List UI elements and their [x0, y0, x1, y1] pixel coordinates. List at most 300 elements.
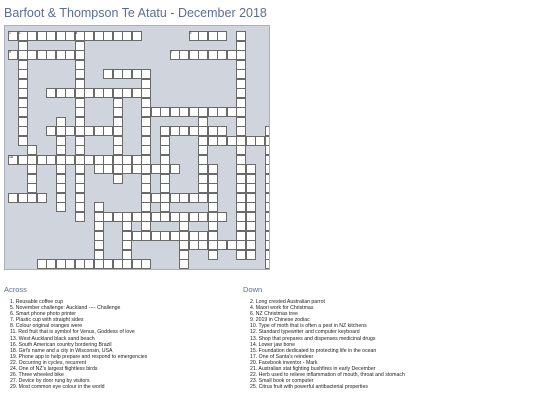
crossword-cell[interactable]: [132, 259, 142, 269]
crossword-cell[interactable]: [189, 193, 199, 203]
crossword-cell[interactable]: [189, 240, 199, 250]
crossword-cell[interactable]: [236, 50, 246, 60]
crossword-cell[interactable]: [217, 107, 227, 117]
crossword-cell[interactable]: [189, 212, 199, 222]
crossword-cell[interactable]: [132, 69, 142, 79]
crossword-cell[interactable]: [236, 212, 246, 222]
crossword-cell[interactable]: [27, 164, 37, 174]
crossword-cell[interactable]: [84, 126, 94, 136]
crossword-cell[interactable]: [84, 88, 94, 98]
crossword-cell[interactable]: [75, 174, 85, 184]
crossword-cell[interactable]: [141, 107, 151, 117]
crossword-cell[interactable]: [56, 136, 66, 146]
crossword-cell[interactable]: [56, 126, 66, 136]
clue-number: 1: [9, 31, 11, 35]
crossword-cell[interactable]: [75, 69, 85, 79]
crossword-cell[interactable]: [141, 183, 151, 193]
crossword-cell[interactable]: [75, 259, 85, 269]
crossword-cell[interactable]: [141, 126, 151, 136]
crossword-cell[interactable]: [113, 174, 123, 184]
crossword-cell[interactable]: [198, 50, 208, 60]
crossword-cell[interactable]: [122, 155, 132, 165]
crossword-cell[interactable]: [236, 126, 246, 136]
crossword-cell[interactable]: [236, 193, 246, 203]
crossword-cell[interactable]: [103, 259, 113, 269]
crossword-cell[interactable]: [27, 50, 37, 60]
crossword-cell[interactable]: [65, 126, 75, 136]
crossword-cell[interactable]: [122, 88, 132, 98]
crossword-cell[interactable]: [189, 50, 199, 60]
crossword-cell[interactable]: [132, 212, 142, 222]
crossword-cell[interactable]: [151, 231, 161, 241]
crossword-cell[interactable]: [198, 126, 208, 136]
crossword-cell[interactable]: [18, 155, 28, 165]
crossword-cell[interactable]: [18, 88, 28, 98]
crossword-cell[interactable]: [189, 31, 199, 41]
crossword-cell[interactable]: [151, 212, 161, 222]
crossword-cell[interactable]: [265, 240, 271, 250]
crossword-cell[interactable]: [198, 155, 208, 165]
crossword-cell[interactable]: [94, 126, 104, 136]
crossword-cell[interactable]: [151, 164, 161, 174]
crossword-cell[interactable]: [217, 31, 227, 41]
crossword-cell[interactable]: [265, 183, 271, 193]
crossword-cell[interactable]: [65, 155, 75, 165]
crossword-cell[interactable]: [198, 193, 208, 203]
crossword-cell[interactable]: [246, 250, 256, 260]
crossword-cell[interactable]: [246, 202, 256, 212]
crossword-cell[interactable]: [141, 259, 151, 269]
crossword-cell[interactable]: [56, 174, 66, 184]
crossword-cell[interactable]: [141, 231, 151, 241]
crossword-cell[interactable]: [141, 145, 151, 155]
crossword-cell[interactable]: [75, 193, 85, 203]
crossword-cell[interactable]: [255, 136, 265, 146]
crossword-cell[interactable]: [141, 221, 151, 231]
crossword-cell[interactable]: [236, 136, 246, 146]
crossword-cell[interactable]: [103, 88, 113, 98]
crossword-cell[interactable]: [65, 259, 75, 269]
crossword-cell[interactable]: [236, 88, 246, 98]
crossword-cell[interactable]: [170, 126, 180, 136]
crossword-cell[interactable]: [18, 69, 28, 79]
crossword-cell[interactable]: [46, 88, 56, 98]
crossword-cell[interactable]: [132, 88, 142, 98]
crossword-cell[interactable]: [170, 193, 180, 203]
crossword-cell[interactable]: [84, 155, 94, 165]
crossword-cell[interactable]: [8, 155, 18, 165]
crossword-cell[interactable]: [236, 117, 246, 127]
crossword-cell[interactable]: [94, 240, 104, 250]
crossword-cell[interactable]: [227, 136, 237, 146]
crossword-cell[interactable]: [160, 155, 170, 165]
across-clue: 29. Most common eye colour in the world: [10, 384, 105, 391]
crossword-cell[interactable]: [122, 221, 132, 231]
crossword-cell[interactable]: [208, 50, 218, 60]
crossword-cell[interactable]: [236, 221, 246, 231]
crossword-cell[interactable]: [75, 164, 85, 174]
crossword-cell[interactable]: [265, 259, 271, 269]
crossword-cell[interactable]: [208, 164, 218, 174]
crossword-cell[interactable]: [94, 259, 104, 269]
page-title: Barfoot & Thompson Te Atatu - December 2018: [4, 6, 267, 20]
crossword-cell[interactable]: [122, 31, 132, 41]
crossword-cell[interactable]: [246, 193, 256, 203]
crossword-cell[interactable]: [75, 79, 85, 89]
across-heading: Across: [4, 285, 27, 294]
crossword-cell[interactable]: [65, 31, 75, 41]
crossword-cell[interactable]: [113, 88, 123, 98]
crossword-cell[interactable]: [94, 221, 104, 231]
crossword-cell[interactable]: [236, 250, 246, 260]
crossword-cell[interactable]: [170, 164, 180, 174]
crossword-cell[interactable]: [198, 145, 208, 155]
crossword-cell[interactable]: [65, 88, 75, 98]
crossword-cell[interactable]: [18, 98, 28, 108]
crossword-cell[interactable]: [141, 155, 151, 165]
crossword-cell[interactable]: [75, 117, 85, 127]
crossword-cell[interactable]: [94, 88, 104, 98]
crossword-cell[interactable]: [56, 259, 66, 269]
crossword-cell[interactable]: [227, 50, 237, 60]
crossword-cell[interactable]: [198, 231, 208, 241]
crossword-cell[interactable]: [141, 69, 151, 79]
crossword-cell[interactable]: [198, 240, 208, 250]
crossword-cell[interactable]: [113, 145, 123, 155]
crossword-cell[interactable]: [103, 31, 113, 41]
crossword-cell[interactable]: [75, 107, 85, 117]
crossword-cell[interactable]: [189, 231, 199, 241]
crossword-grid: [4, 25, 270, 270]
crossword-cell[interactable]: [208, 202, 218, 212]
across-clue: 22. Occurring in cycles, recurrent: [10, 359, 87, 366]
crossword-cell[interactable]: [141, 174, 151, 184]
crossword-cell[interactable]: [246, 183, 256, 193]
crossword-cell[interactable]: [170, 212, 180, 222]
crossword-cell[interactable]: [236, 107, 246, 117]
crossword-cell[interactable]: [103, 69, 113, 79]
crossword-cell[interactable]: [198, 31, 208, 41]
crossword-cell[interactable]: [160, 174, 170, 184]
crossword-cell[interactable]: [265, 164, 271, 174]
crossword-cell[interactable]: [236, 41, 246, 51]
crossword-cell[interactable]: [160, 164, 170, 174]
crossword-cell[interactable]: [113, 155, 123, 165]
crossword-cell[interactable]: [56, 117, 66, 127]
crossword-cell[interactable]: [208, 221, 218, 231]
crossword-cell[interactable]: [46, 155, 56, 165]
crossword-cell[interactable]: [265, 126, 271, 136]
crossword-cell[interactable]: [265, 221, 271, 231]
crossword-cell[interactable]: [227, 107, 237, 117]
crossword-cell[interactable]: [265, 269, 271, 271]
crossword-cell[interactable]: [151, 107, 161, 117]
crossword-cell[interactable]: [217, 50, 227, 60]
crossword-cell[interactable]: [122, 212, 132, 222]
down-clue: 13. Shop that prepares and dispenses medicinal drugs: [250, 335, 376, 342]
crossword-cell[interactable]: [227, 240, 237, 250]
crossword-cell[interactable]: [198, 212, 208, 222]
crossword-cell[interactable]: [208, 107, 218, 117]
crossword-cell[interactable]: [198, 136, 208, 146]
crossword-cell[interactable]: [179, 126, 189, 136]
crossword-cell[interactable]: [18, 117, 28, 127]
crossword-cell[interactable]: [246, 174, 256, 184]
crossword-cell[interactable]: [75, 31, 85, 41]
crossword-cell[interactable]: [246, 231, 256, 241]
crossword-cell[interactable]: [56, 145, 66, 155]
crossword-cell[interactable]: [18, 60, 28, 70]
crossword-cell[interactable]: [18, 31, 28, 41]
crossword-cell[interactable]: [265, 231, 271, 241]
crossword-cell[interactable]: [208, 183, 218, 193]
crossword-cell[interactable]: [236, 183, 246, 193]
crossword-cell[interactable]: [179, 250, 189, 260]
crossword-cell[interactable]: [94, 155, 104, 165]
crossword-cell[interactable]: [103, 164, 113, 174]
crossword-cell[interactable]: [113, 136, 123, 146]
crossword-cell[interactable]: [160, 107, 170, 117]
crossword-cell[interactable]: [141, 88, 151, 98]
crossword-cell[interactable]: [132, 155, 142, 165]
crossword-cell[interactable]: [208, 136, 218, 146]
crossword-cell[interactable]: [160, 183, 170, 193]
crossword-cell[interactable]: [27, 193, 37, 203]
crossword-cell[interactable]: [236, 31, 246, 41]
crossword-cell[interactable]: [160, 145, 170, 155]
crossword-cell[interactable]: [189, 126, 199, 136]
crossword-cell[interactable]: [236, 69, 246, 79]
crossword-cell[interactable]: [94, 31, 104, 41]
crossword-cell[interactable]: [246, 212, 256, 222]
crossword-cell[interactable]: [27, 31, 37, 41]
crossword-cell[interactable]: [113, 31, 123, 41]
crossword-cell[interactable]: [37, 193, 47, 203]
crossword-cell[interactable]: [84, 31, 94, 41]
crossword-cell[interactable]: [75, 50, 85, 60]
crossword-cell[interactable]: [236, 174, 246, 184]
crossword-cell[interactable]: [27, 174, 37, 184]
crossword-cell[interactable]: [179, 259, 189, 269]
crossword-cell[interactable]: [141, 79, 151, 89]
crossword-cell[interactable]: [198, 164, 208, 174]
crossword-cell[interactable]: [236, 79, 246, 89]
crossword-cell[interactable]: [198, 183, 208, 193]
crossword-cell[interactable]: [65, 50, 75, 60]
crossword-cell[interactable]: [141, 212, 151, 222]
crossword-cell[interactable]: [179, 269, 189, 271]
crossword-cell[interactable]: [75, 98, 85, 108]
crossword-cell[interactable]: [208, 231, 218, 241]
crossword-cell[interactable]: [236, 164, 246, 174]
crossword-cell[interactable]: [18, 136, 28, 146]
crossword-cell[interactable]: [46, 259, 56, 269]
crossword-cell[interactable]: [265, 145, 271, 155]
crossword-cell[interactable]: [27, 155, 37, 165]
crossword-cell[interactable]: [113, 117, 123, 127]
crossword-cell[interactable]: [56, 31, 66, 41]
crossword-cell[interactable]: [236, 98, 246, 108]
crossword-cell[interactable]: [265, 155, 271, 165]
crossword-cell[interactable]: [75, 60, 85, 70]
crossword-cell[interactable]: [198, 174, 208, 184]
crossword-cell[interactable]: [84, 259, 94, 269]
crossword-cell[interactable]: [198, 107, 208, 117]
crossword-cell[interactable]: [122, 259, 132, 269]
crossword-cell[interactable]: [160, 126, 170, 136]
crossword-cell[interactable]: [217, 240, 227, 250]
crossword-cell[interactable]: [56, 202, 66, 212]
crossword-cell[interactable]: [236, 231, 246, 241]
crossword-cell[interactable]: [217, 136, 227, 146]
crossword-cell[interactable]: [18, 107, 28, 117]
crossword-cell[interactable]: [37, 31, 47, 41]
crossword-cell[interactable]: [160, 136, 170, 146]
crossword-cell[interactable]: [113, 164, 123, 174]
crossword-cell[interactable]: [132, 164, 142, 174]
crossword-cell[interactable]: [265, 174, 271, 184]
crossword-cell[interactable]: [132, 31, 142, 41]
down-clue: 17. One of Santa's reindeer: [250, 353, 314, 360]
crossword-cell[interactable]: [208, 250, 218, 260]
crossword-cell[interactable]: [236, 60, 246, 70]
crossword-cell[interactable]: [189, 107, 199, 117]
crossword-cell[interactable]: [122, 164, 132, 174]
clue-number: 18: [9, 154, 13, 159]
crossword-cell[interactable]: [37, 155, 47, 165]
crossword-cell[interactable]: [37, 50, 47, 60]
crossword-cell[interactable]: [56, 155, 66, 165]
crossword-cell[interactable]: [56, 183, 66, 193]
crossword-cell[interactable]: [94, 202, 104, 212]
crossword-cell[interactable]: [160, 193, 170, 203]
crossword-cell[interactable]: [236, 202, 246, 212]
crossword-cell[interactable]: [141, 98, 151, 108]
crossword-cell[interactable]: [46, 31, 56, 41]
crossword-cell[interactable]: [103, 155, 113, 165]
crossword-cell[interactable]: [113, 98, 123, 108]
crossword-cell[interactable]: [27, 183, 37, 193]
crossword-cell[interactable]: [75, 126, 85, 136]
crossword-cell[interactable]: [113, 212, 123, 222]
crossword-cell[interactable]: [151, 193, 161, 203]
crossword-cell[interactable]: [160, 212, 170, 222]
crossword-cell[interactable]: [179, 231, 189, 241]
crossword-cell[interactable]: [217, 126, 227, 136]
crossword-cell[interactable]: [179, 240, 189, 250]
crossword-cell[interactable]: [113, 259, 123, 269]
crossword-cell[interactable]: [170, 50, 180, 60]
crossword-cell[interactable]: [198, 117, 208, 127]
crossword-cell[interactable]: [18, 50, 28, 60]
crossword-cell[interactable]: [122, 231, 132, 241]
crossword-cell[interactable]: [8, 50, 18, 60]
crossword-cell[interactable]: [265, 193, 271, 203]
crossword-cell[interactable]: [141, 117, 151, 127]
crossword-cell[interactable]: [217, 212, 227, 222]
crossword-cell[interactable]: [75, 212, 85, 222]
crossword-cell[interactable]: [141, 193, 151, 203]
crossword-cell[interactable]: [246, 164, 256, 174]
crossword-cell[interactable]: [18, 193, 28, 203]
crossword-cell[interactable]: [236, 145, 246, 155]
crossword-cell[interactable]: [170, 231, 180, 241]
crossword-cell[interactable]: [179, 221, 189, 231]
crossword-cell[interactable]: [103, 212, 113, 222]
crossword-cell[interactable]: [75, 183, 85, 193]
crossword-cell[interactable]: [56, 164, 66, 174]
crossword-cell[interactable]: [265, 212, 271, 222]
crossword-cell[interactable]: [208, 212, 218, 222]
crossword-cell[interactable]: [113, 69, 123, 79]
crossword-cell[interactable]: [246, 240, 256, 250]
crossword-cell[interactable]: [208, 31, 218, 41]
crossword-cell[interactable]: [46, 50, 56, 60]
crossword-cell[interactable]: [208, 193, 218, 203]
crossword-cell[interactable]: [56, 88, 66, 98]
crossword-cell[interactable]: [37, 259, 47, 269]
crossword-cell[interactable]: [103, 126, 113, 136]
crossword-cell[interactable]: [8, 31, 18, 41]
crossword-cell[interactable]: [179, 50, 189, 60]
crossword-cell[interactable]: [208, 174, 218, 184]
crossword-cell[interactable]: [75, 41, 85, 51]
crossword-cell[interactable]: [179, 193, 189, 203]
crossword-cell[interactable]: [113, 107, 123, 117]
crossword-cell[interactable]: [27, 145, 37, 155]
crossword-cell[interactable]: [122, 250, 132, 260]
crossword-cell[interactable]: [265, 202, 271, 212]
crossword-cell[interactable]: [265, 136, 271, 146]
crossword-cell[interactable]: [18, 126, 28, 136]
crossword-cell[interactable]: [170, 107, 180, 117]
crossword-cell[interactable]: [75, 202, 85, 212]
crossword-cell[interactable]: [75, 155, 85, 165]
crossword-cell[interactable]: [141, 164, 151, 174]
crossword-cell[interactable]: [208, 126, 218, 136]
crossword-cell[interactable]: [236, 155, 246, 165]
crossword-cell[interactable]: [18, 79, 28, 89]
crossword-cell[interactable]: [160, 202, 170, 212]
crossword-cell[interactable]: [56, 193, 66, 203]
crossword-cell[interactable]: [75, 136, 85, 146]
crossword-cell[interactable]: [56, 50, 66, 60]
crossword-cell[interactable]: [94, 231, 104, 241]
crossword-cell[interactable]: [94, 250, 104, 260]
crossword-cell[interactable]: [132, 231, 142, 241]
crossword-cell[interactable]: [179, 107, 189, 117]
crossword-cell[interactable]: [246, 136, 256, 146]
crossword-cell[interactable]: [75, 88, 85, 98]
crossword-cell[interactable]: [8, 193, 18, 203]
crossword-cell[interactable]: [18, 41, 28, 51]
crossword-cell[interactable]: [160, 231, 170, 241]
crossword-cell[interactable]: [122, 69, 132, 79]
crossword-cell[interactable]: [141, 136, 151, 146]
crossword-cell[interactable]: [236, 240, 246, 250]
crossword-cell[interactable]: [179, 212, 189, 222]
crossword-cell[interactable]: [265, 250, 271, 260]
crossword-cell[interactable]: [94, 212, 104, 222]
crossword-cell[interactable]: [113, 126, 123, 136]
crossword-cell[interactable]: [46, 126, 56, 136]
crossword-cell[interactable]: [208, 240, 218, 250]
crossword-cell[interactable]: [246, 221, 256, 231]
crossword-cell[interactable]: [122, 240, 132, 250]
crossword-cell[interactable]: [94, 164, 104, 174]
crossword-cell[interactable]: [141, 202, 151, 212]
crossword-cell[interactable]: [75, 145, 85, 155]
